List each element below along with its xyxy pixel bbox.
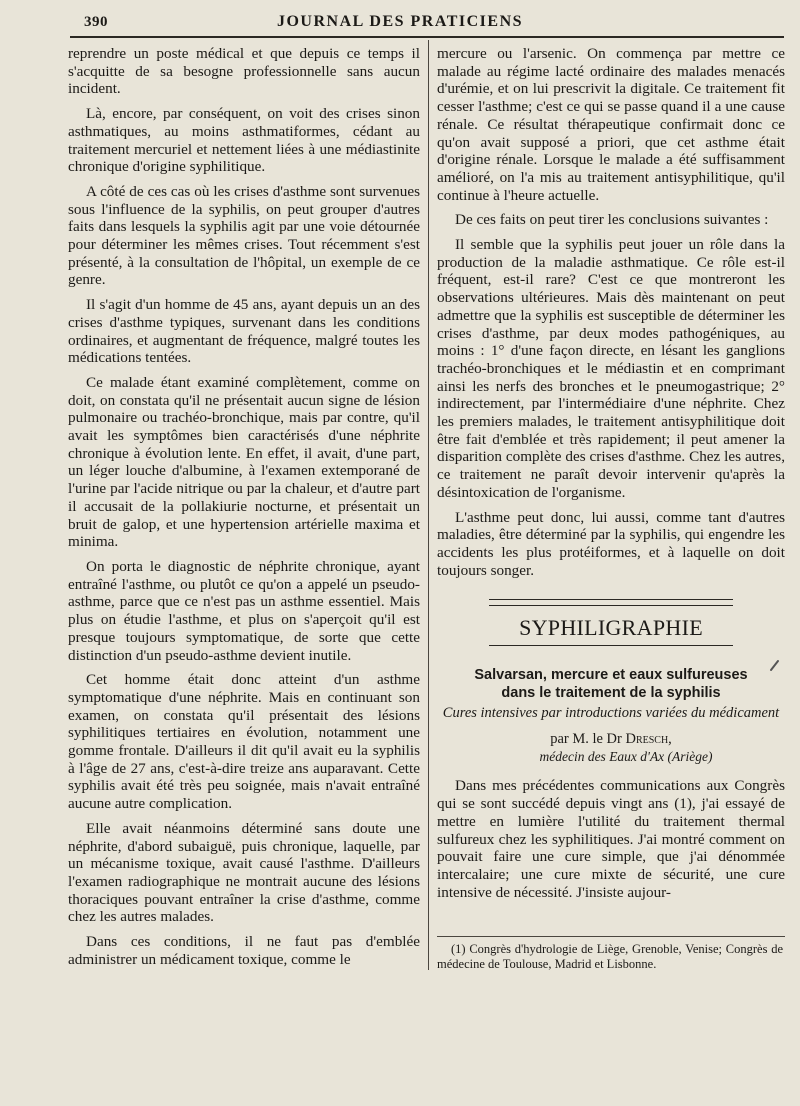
paragraph: Cet homme était donc atteint d'un asthme symptomatique d'une néphrite. Mais en continuant son examen, on constata qu'il présentait des lésions syphilitiques tertiaires en évolution, notamment une gomme frontale. D'ailleurs il dit qu'il avait eu la syphilis à l'âge de 27 ans, c'est-à-dire treize ans auparavant. Cette syphilis avait été très peu soignée, mais n'avait entraîné aucune autre complication. bbox=[68, 671, 420, 813]
section-rule bbox=[489, 599, 733, 606]
paragraph: L'asthme peut donc, lui aussi, comme tant d'autres maladies, être déterminé par la syphilis, qui engendre les accidents les plus protéiformes, et à laquelle on doit toujours songer. bbox=[437, 508, 785, 579]
article-title-line: dans le traitement de la syphilis bbox=[501, 685, 721, 702]
paragraph: Là, encore, par conséquent, on voit des crises sinon asthmatiques, au moins asthmatiformes, cédant au traitement mercuriel et nettement liées à une médiastinite chronique d'origine syphilitique. bbox=[68, 105, 420, 176]
author-affiliation: médecin des Eaux d'Ax (Ariège) bbox=[539, 749, 713, 765]
paragraph: mercure ou l'arsenic. On commença par mettre ce malade au régime lacté ordinaire des malades menacés d'urémie, et on lui prescrivit la digitale. Ce traitement fit cesser l'asthme; c'est ce qui se passe quand il a une cause rénale. Ce résultat thérapeutique confirmait donc ce qu'on avait supposé a priori, que cet asthme était d'origine rénale. Lorsque le malade a été suffisamment amélioré, on l'a mis au traitement antisyphilitique, qu'il continue à l'heure actuelle. bbox=[437, 45, 785, 204]
section-title: SYPHILIGRAPHIE bbox=[519, 615, 703, 641]
section-rule bbox=[489, 645, 733, 646]
paragraph: Elle avait néanmoins déterminé sans doute une néphrite, d'abord subaiguë, puis chronique, laquelle, par un mécanisme toxique, avait causé l'asthme. D'ailleurs l'examen radiographique ne montrait aucune des lésions thoraciques pouvant entraîner la crise d'asthme, comme chez les autres malades. bbox=[68, 819, 420, 926]
paragraph: Ce malade étant examiné complètement, comme on doit, on constata qu'il ne présentait aucun signe de lésion pulmonaire ou trachéo-bronchique, mais par contre, qu'il avait les symptômes bien caractérisés d'une néphrite chronique à évolution lente. En effet, il avait, d'une part, un léger louche d'albumine, à l'examen extemporané de l'urine par l'acide nitrique ou par la chaleur, et d'autre part il accusait de la pollakiurie nocturne, et présentait un bruit de galop, et une hypertension artérielle maxima et minima. bbox=[68, 373, 420, 551]
footnote: (1) Congrès d'hydrologie de Liège, Grenoble, Venise; Congrès de médecine de Toulouse, Madrid et Lisbonne. bbox=[437, 942, 783, 971]
paragraph: reprendre un poste médical et que depuis ce temps il s'acquitte de sa besogne professionnelle sans aucun incident. bbox=[68, 45, 420, 98]
page-header bbox=[0, 0, 800, 40]
author-name: Dresch, bbox=[625, 731, 672, 748]
paragraph: A côté de ces cas où les crises d'asthme sont survenues sous l'influence de la syphilis, on peut grouper d'autres faits dans lesquels la syphilis agit par une voie détournée pour déterminer les mêmes crises. Tout récemment s'est présenté, à la consultation de l'hôpital, un exemple de ce genre. bbox=[68, 182, 420, 289]
footnote-rule bbox=[437, 936, 785, 937]
article-body: Dans mes précédentes communications aux Congrès qui se sont succédé depuis vingt ans (1), j'ai essayé de mettre en lumière l'utilité du traitement thermal sulfureux chez les syphilitiques. J'ai montré comment on pouvait faire une cure simple, que j'ai dénommée intercalaire; une cure mixte de sécurité, une cure intensive de nécessité. J'insiste aujour- bbox=[437, 777, 785, 901]
paragraph: Il s'agit d'un homme de 45 ans, ayant depuis un an des crises d'asthme typiques, survenant dans les conditions ordinaires, et augmentant de fréquence, malgré toutes les médications tentées. bbox=[68, 296, 420, 367]
article-title-line: Salvarsan, mercure et eaux sulfureuses bbox=[474, 667, 748, 684]
column-divider bbox=[428, 40, 429, 970]
author-line bbox=[437, 730, 785, 748]
paragraph: Il semble que la syphilis peut jouer un rôle dans la production de la maladie asthmatique. Ce rôle est-il fréquent, est-il rare? C'est ce que montreront les observations ultérieures. Mais dès maintenant on peut admettre que la syphilis est susceptible de déterminer les crises d'asthme, par deux modes pathogéniques, au moins : 1° d'une façon directe, en lésant les ganglions trachéo-bronchiques et le médiastin et en comprimant ainsi les nerfs des bronches et le pneumogastrique; 2° indirectement, par l'intermédiaire d'une néphrite. Chez les premiers malades, le traitement antisyphilitique doit être fait d'emblée et très rapidement; il peut amener la disparition complète des crises d'asthme. Chez les autres, ce traitement ne paraît devoir intervenir qu'après la désintoxication de l'organisme. bbox=[437, 236, 785, 501]
article-subtitle: Cures intensives par introductions variées du médicament bbox=[442, 705, 780, 722]
page-number: 390 bbox=[84, 14, 108, 30]
right-column bbox=[437, 45, 785, 908]
paragraph: De ces faits on peut tirer les conclusions suivantes : bbox=[455, 211, 769, 229]
left-column bbox=[68, 45, 420, 975]
paragraph: Dans ces conditions, il ne faut pas d'emblée administrer un médicament toxique, comme le bbox=[68, 933, 420, 968]
author-prefix: par M. le Dr bbox=[550, 731, 622, 748]
pen-mark-icon bbox=[768, 658, 782, 672]
header-rule bbox=[70, 36, 784, 38]
journal-title: JOURNAL DES PRATICIENS bbox=[276, 13, 524, 30]
article-title bbox=[437, 666, 785, 702]
paragraph: On porta le diagnostic de néphrite chronique, ayant entraîné l'asthme, ou plutôt ce qu'on a appelé un pseudo-asthme, parce que ce n'est pas un asthme essentiel. Mais plus on étudie l'asthme, et plus on s'aperçoit qu'il est presque toujours symptomatique, de sorte que cette distinction d'un pseudo-asthme devient inutile. bbox=[68, 557, 420, 664]
